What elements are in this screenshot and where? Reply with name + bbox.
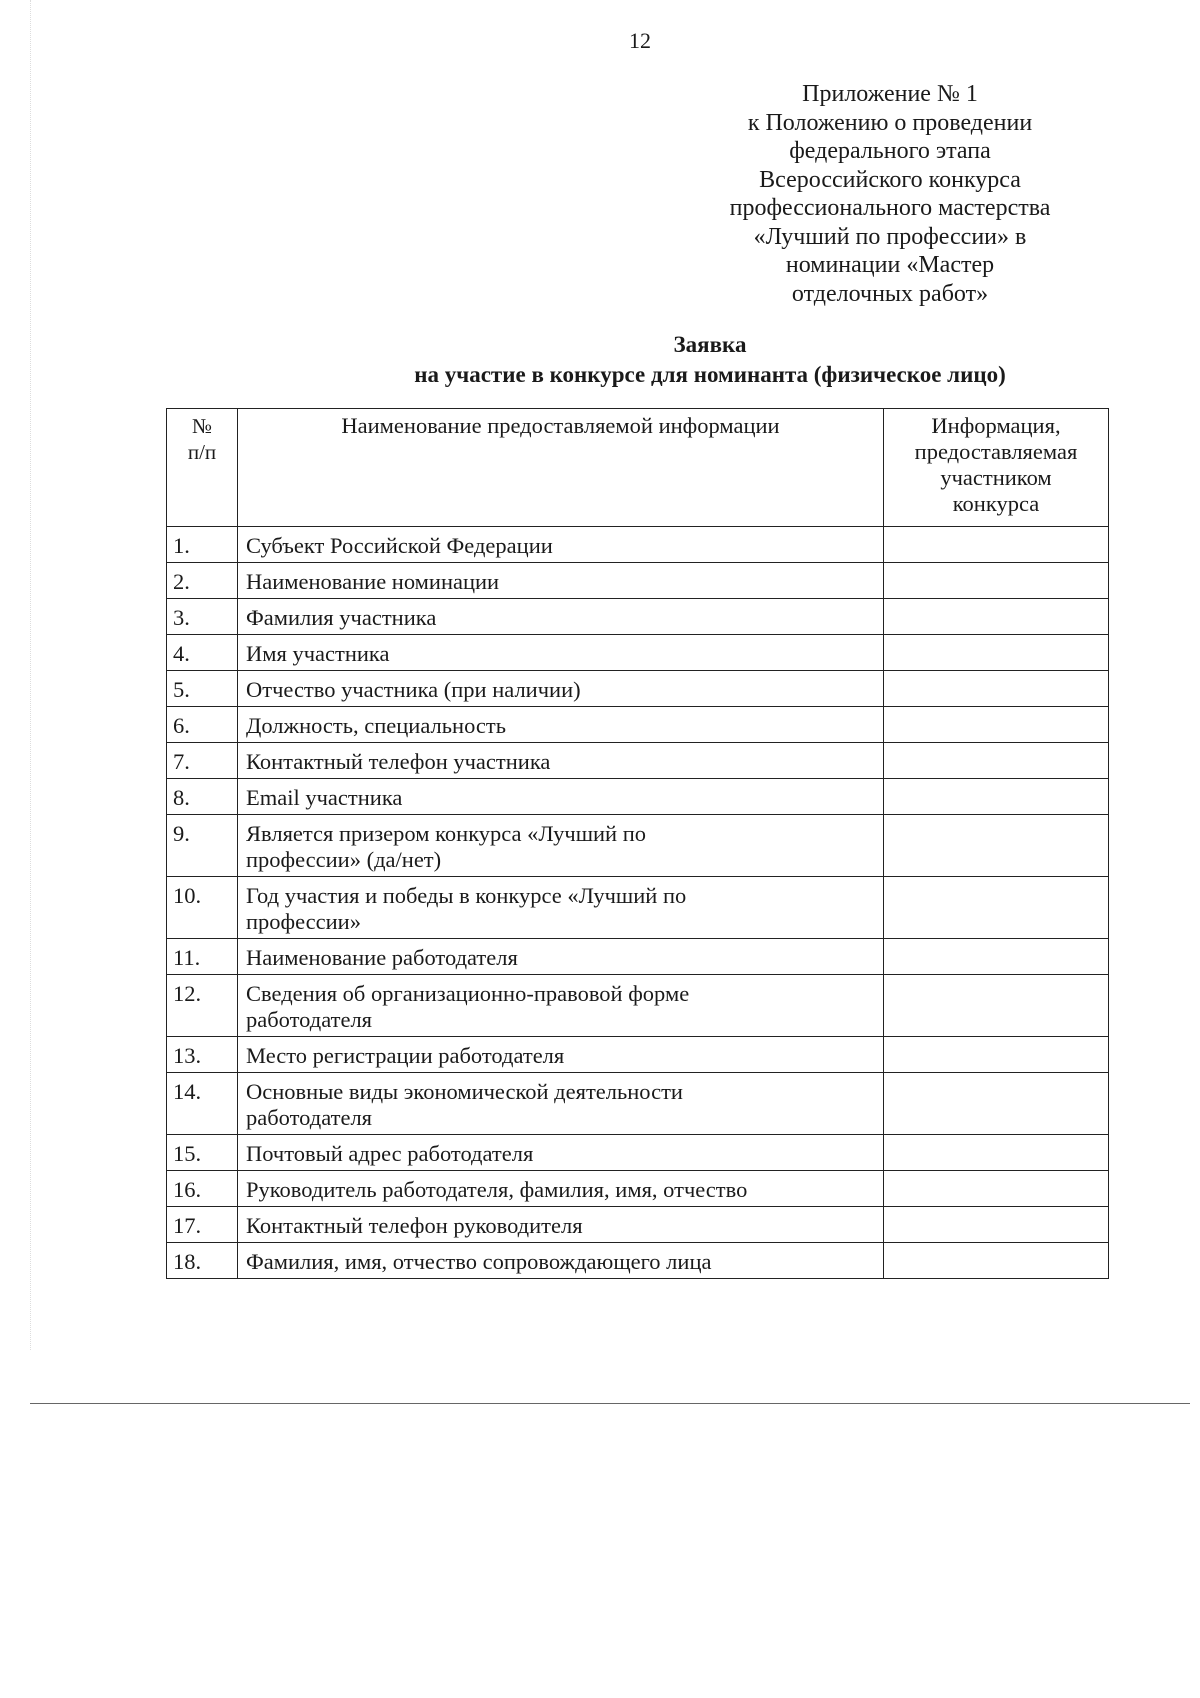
row-value-cell[interactable] [884,671,1109,707]
row-label [238,877,884,939]
row-number: 15. [167,1135,238,1171]
row-label-line: Фамилия участника [246,605,437,630]
row-label-line: Фамилия, имя, отчество сопровождающего лица [246,1249,712,1274]
table-row [167,1243,1109,1279]
row-label [238,707,884,743]
appendix-heading [690,80,1090,308]
header-name: Наименование предоставляемой информации [238,409,884,527]
appendix-line: Приложение № 1 [802,81,978,107]
row-value-cell[interactable] [884,1037,1109,1073]
page-bottom-line [30,1403,1190,1404]
row-number: 4. [167,635,238,671]
document-title: Заявка [673,332,747,357]
appendix-line: отделочных работ» [791,280,989,307]
row-label [238,815,884,877]
row-label [238,743,884,779]
appendix-line: «Лучший по профессии» в [753,223,1027,250]
header-info-line: Информация, [931,413,1061,438]
appendix-line: к Положению о проведении [747,109,1033,136]
row-label [238,1037,884,1073]
row-label [238,635,884,671]
table-row [167,1171,1109,1207]
row-label-line: Email участника [246,785,403,810]
row-value-cell[interactable] [884,743,1109,779]
row-number: 16. [167,1171,238,1207]
table-row [167,563,1109,599]
page-number: 12 [629,28,651,53]
row-value-cell[interactable] [884,1207,1109,1243]
table-row [167,743,1109,779]
row-label-line: Основные виды экономической деятельности [246,1079,683,1104]
header-num [167,409,238,527]
row-label-line: Отчество участника (при наличии) [246,677,581,702]
row-value-cell[interactable] [884,1073,1109,1135]
row-label-line: Субъект Российской Федерации [246,533,553,558]
row-value-cell[interactable] [884,779,1109,815]
row-value-cell[interactable] [884,563,1109,599]
row-number: 11. [167,939,238,975]
row-label [238,1243,884,1279]
row-number: 5. [167,671,238,707]
table-row [167,939,1109,975]
row-number: 2. [167,563,238,599]
document-subtitle: на участие в конкурсе для номинанта (физическое лицо) [414,362,1006,387]
row-number: 6. [167,707,238,743]
table-body [167,527,1109,1279]
row-number: 12. [167,975,238,1037]
row-value-cell[interactable] [884,635,1109,671]
table-row [167,599,1109,635]
row-value-cell[interactable] [884,527,1109,563]
row-value-cell[interactable] [884,877,1109,939]
row-value-cell[interactable] [884,815,1109,877]
row-number: 7. [167,743,238,779]
row-label-line: Контактный телефон руководителя [246,1213,583,1238]
row-number: 9. [167,815,238,877]
row-label [238,599,884,635]
row-value-cell[interactable] [884,939,1109,975]
row-label [238,1135,884,1171]
row-label [238,779,884,815]
row-value-cell[interactable] [884,975,1109,1037]
table-row [167,1135,1109,1171]
row-label-line: Имя участника [246,641,390,666]
row-value-cell[interactable] [884,1171,1109,1207]
row-label-line: профессии» (да/нет) [246,847,442,872]
header-info [884,409,1109,527]
row-label-line: Должность, специальность [246,713,506,738]
row-number: 8. [167,779,238,815]
row-number: 14. [167,1073,238,1135]
row-label-line: Наименование номинации [246,569,500,594]
document-title-block [260,330,1160,390]
row-label-line: Место регистрации работодателя [246,1043,565,1068]
row-label-line: профессии» [246,909,361,934]
header-num-abbr: п/п [187,440,217,464]
row-number: 13. [167,1037,238,1073]
row-label-line: работодателя [246,1007,373,1032]
application-form-table [166,408,1109,1279]
row-label-line: Является призером конкурса «Лучший по [246,821,647,846]
appendix-line: профессионального мастерства [729,195,1051,221]
row-label-line: Почтовый адрес работодателя [246,1141,534,1166]
row-label [238,1073,884,1135]
row-value-cell[interactable] [884,1135,1109,1171]
appendix-line: номинации «Мастер [785,252,995,278]
header-info-line: конкурса [952,491,1040,516]
table-row [167,1073,1109,1135]
header-info-line: участником [940,465,1052,490]
row-value-cell[interactable] [884,1243,1109,1279]
header-num-symbol: № [191,414,213,438]
row-label-line: Наименование работодателя [246,945,518,970]
row-number: 10. [167,877,238,939]
table-row [167,815,1109,877]
row-label-line: Сведения об организационно-правовой форме [246,981,690,1006]
row-value-cell[interactable] [884,599,1109,635]
table-row [167,635,1109,671]
table-row [167,671,1109,707]
appendix-line: Всероссийского конкурса [759,166,1021,193]
row-number: 3. [167,599,238,635]
table-row [167,1207,1109,1243]
row-number: 1. [167,527,238,563]
table-header-row [167,409,1109,527]
table-row [167,975,1109,1037]
row-number: 18. [167,1243,238,1279]
row-label [238,1171,884,1207]
row-value-cell[interactable] [884,707,1109,743]
table-row [167,779,1109,815]
row-label-line: работодателя [246,1105,373,1130]
table-row [167,707,1109,743]
appendix-line: федерального этапа [789,138,991,164]
table-row [167,527,1109,563]
header-info-line: предоставляемая [914,439,1078,464]
table-row [167,1037,1109,1073]
row-label [238,563,884,599]
row-label-line: Контактный телефон участника [246,749,551,774]
scan-edge [30,0,31,1350]
row-label-line: Год участия и победы в конкурсе «Лучший по [246,883,687,908]
table-row [167,877,1109,939]
row-label [238,939,884,975]
row-label [238,1207,884,1243]
row-label-line: Руководитель работодателя, фамилия, имя, отчество [246,1177,748,1202]
row-label [238,527,884,563]
row-number: 17. [167,1207,238,1243]
row-label [238,671,884,707]
row-label [238,975,884,1037]
